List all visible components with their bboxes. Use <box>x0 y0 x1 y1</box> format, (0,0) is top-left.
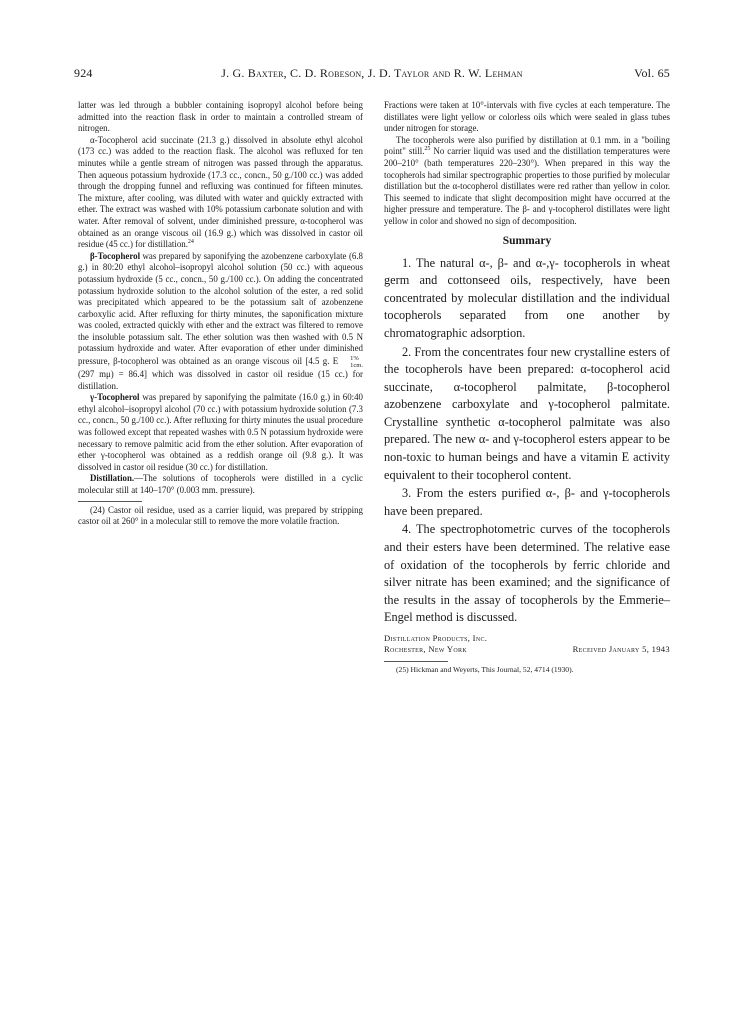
paragraph <box>78 392 363 473</box>
affiliation-city: Rochester, New York <box>384 644 467 654</box>
paragraph-text: was prepared by saponifying the azobenzene carboxylate (6.8 g.) in 80:20 ethyl alcohol–isopropyl alcohol solution (50 cc.) with aqueous potassium hydroxide (5 cc., concn., 50 g./100 cc.). On adding the concentrated potassium hydroxide solution to the alcohol solution of the ester, a red solid was precipitated which appeared to be the potassium salt of azobenzene carboxylic acid. After refluxing for thirty minutes, the saponification mixture was cooled, extracted quickly with ether and the extract was filtered to remove the insoluble potassium salt. The ether solution was then washed with 0.5 N potassium hydroxide and water. After evaporation of ether under diminished pressure, β-tocopherol was obtained as an orange viscous oil [4.5 g. E <box>78 250 363 367</box>
footnote: (25) Hickman and Weyerts, This Journal, 52, 4714 (1930). <box>396 665 574 674</box>
paragraph-text: α-Tocopherol acid succinate (21.3 g.) dissolved in absolute ethyl alcohol (173 cc.) was added to the reaction flask. The alcohol was refluxed for ten minutes while a gentle stream of nitrogen was passed through the apparatus. Then aqueous potassium hydroxide (17.3 cc., concn., 50 g./100 cc.) was added through the dropping funnel and refluxing was continued for fifteen minutes. The mixture, after cooling, was diluted with water and quickly extracted with ether. The extract was washed with 10% potassium carbonate solution and with water. After removal of solvent, under diminished pressure, α-tocopherol was obtained as an orange viscous oil (16.9 g.) which was dissolved in castor oil residue (45 cc.) for distillation. <box>78 134 363 250</box>
running-head-authors: J. G. Baxter, C. D. Robeson, J. D. Taylor and R. W. Lehman <box>221 66 523 80</box>
received-date: Received January 5, 1943 <box>572 644 670 654</box>
summary-heading: Summary <box>502 234 552 247</box>
experimental-continued <box>384 100 670 228</box>
paragraph <box>78 135 363 251</box>
paragraph: latter was led through a bubbler containing isopropyl alcohol before being admitted into the reaction flask in order to maintain a controlled stream of nitrogen. <box>78 100 363 134</box>
affiliation-block <box>384 633 670 657</box>
summary-item: 3. From the esters purified α-, β- and γ-tocopherols have been prepared. <box>384 486 670 518</box>
paragraph-heading: Distillation. <box>90 473 135 484</box>
summary-section <box>384 255 670 627</box>
paragraph-heading: β-Tocopherol <box>90 250 141 261</box>
paragraph: Fractions were taken at 10°-intervals with five cycles at each temperature. The distillates were light yellow or colorless oils which were sealed in glass tubes under nitrogen for storage. <box>384 100 670 134</box>
footnote: (24) Castor oil residue, used as a carrier liquid, was prepared by stripping castor oil at 260° in a molecular still to remove the more volatile fraction. <box>78 504 363 527</box>
running-head <box>74 66 670 82</box>
paragraph <box>384 135 670 228</box>
summary-item: 4. The spectrophotometric curves of the tocopherols and their esters have been determined. The relative ease of oxidation of the tocopherols by ferric chloride and silver nitrate has been examined; and the significance of the results in the assay of tocopherols by the Emmerie–Engel method is discussed. <box>384 522 670 625</box>
paragraph-text: (297 mμ) = 86.4] which was dissolved in castor oil residue (15 cc.) for distillation. <box>78 369 363 391</box>
footnote-ref: 24 <box>187 239 194 246</box>
extinction-sup: 1% <box>350 355 359 363</box>
paragraph-text: was prepared by saponifying the palmitate (16.0 g.) in 60:40 ethyl alcohol–isopropyl alcohol (70 cc.) with potassium hydroxide solution (7.3 cc., concn., 50 g./100 cc.). After refluxing for thirty minutes the usual procedure was followed except that repeated washes with 0.5 N potassium hydroxide were necessary to remove palmitic acid from the ether solution. After evaporation of ether γ-tocopherol was obtained as a reddish orange oil (9.8 g.). It was dissolved in castor oil residue (30 cc.) for distillation. <box>78 392 363 472</box>
left-column <box>78 100 363 528</box>
affiliation-company: Distillation Products, Inc. <box>384 633 488 643</box>
volume-number: Vol. 65 <box>634 66 670 80</box>
paragraph-heading: γ-Tocopherol <box>90 392 140 403</box>
footnote-rule <box>384 661 448 662</box>
right-column <box>384 100 670 675</box>
page-number: 924 <box>74 66 93 80</box>
paragraph-text: The tocopherols were also purified by distillation at 0.1 mm. in a "boiling point" still. <box>384 134 670 157</box>
paragraph-text: —The solutions of tocopherols were distilled in a cyclic molecular still at 140–170° (0.003 mm. pressure). <box>78 473 363 495</box>
paragraph <box>78 251 363 393</box>
extinction-sub: 1cm. <box>350 362 363 370</box>
paragraph-text: No carrier liquid was used and the distillation temperatures were 200–210° (bath temperatures 220–230°). When prepared in this way the tocopherols had similar spectrographic properties to those purified by molecular distillation but the α-tocopherol distillates were red rather than yellow in color. This seemed to indicate that slight decomposition might have occurred at the higher pressure and temperature. The β- and γ-tocopherol distillates were light yellow in color and showed no sign of decomposition. <box>384 146 670 226</box>
extinction-index <box>338 355 363 369</box>
summary-item: 1. The natural α-, β- and α-,γ- tocopherols in wheat germ and cottonseed oils, respectively, have been concentrated by molecular distillation and the individual tocopherols separated from one another by chromatographic adsorption. <box>384 255 670 340</box>
footnote-rule <box>78 501 142 502</box>
footnote-ref: 25 <box>424 146 431 153</box>
paragraph <box>78 473 363 496</box>
summary-item: 2. From the concentrates four new crystalline esters of the tocopherols have been prepared: α-tocopherol acid succinate, α-tocopherol palmitate, β-tocopherol azobenzene carboxylate and γ-tocopherol palmitate. Crystalline synthetic α-tocopherol palmitate was also prepared. The new α- and γ-tocopherol esters appear to be non-toxic to human beings and have a vitamin E activity equivalent to their tocopherol content. <box>384 344 670 482</box>
